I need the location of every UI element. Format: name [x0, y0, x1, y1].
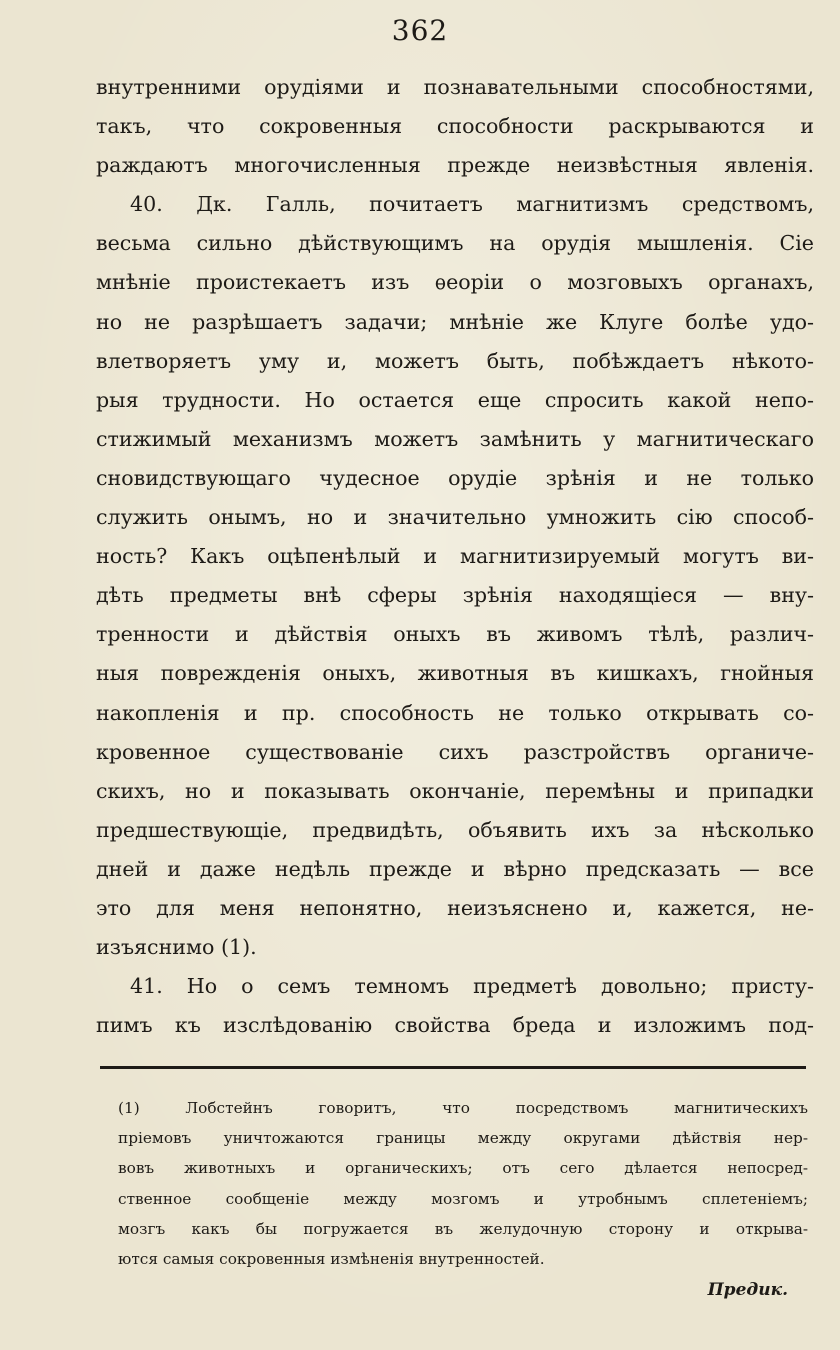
- text-line: изъяснимо (1).: [96, 935, 257, 960]
- text-line: сновидствующаго чудесное орудіе зрѣнія и не только: [96, 465, 814, 490]
- paragraph-41-start: 41. Но о семъ темномъ предметѣ довольно; присту-: [130, 974, 814, 999]
- page-number: 362: [391, 14, 449, 47]
- text-line: кровенное существованіе сихъ разстройствъ органиче-: [96, 739, 814, 764]
- text-line: такъ, что сокровенныя способности раскрываются и: [96, 114, 814, 139]
- paragraph-40-start: 40. Дк. Галль, почитаетъ магнитизмъ средствомъ,: [130, 192, 814, 217]
- footnote-line: вовъ животныхъ и органическихъ; отъ сего дѣлается непосред-: [118, 1159, 808, 1178]
- text-line: весьма сильно дѣйствующимъ на орудія мышленія. Сіе: [96, 231, 814, 256]
- footnote: [118, 1093, 808, 1274]
- text-line: влетворяетъ уму и, можетъ быть, побѣждаетъ нѣкото-: [96, 348, 814, 373]
- text-line: мнѣніе проистекаетъ изъ ѳеоріи о мозговыхъ органахъ,: [96, 270, 814, 295]
- footnote-line: ются самыя сокровенныя измѣненія внутренностей.: [118, 1249, 545, 1268]
- footnote-line: ственное сообщеніе между мозгомъ и утробнымъ сплетеніемъ;: [118, 1189, 808, 1208]
- text-line: дней и даже недѣль прежде и вѣрно предсказать — все: [96, 856, 814, 881]
- body-text: [96, 68, 814, 1045]
- text-line: предшествующіе, предвидѣть, объявить ихъ за нѣсколько: [96, 817, 814, 842]
- text-line: но не разрѣшаетъ задачи; мнѣніе же Клуге болѣе удо-: [96, 309, 814, 334]
- text-line: ныя поврежденія оныхъ, животныя въ кишкахъ, гнойныя: [96, 661, 814, 686]
- footnote-signature: Предик.: [707, 1280, 788, 1300]
- text-line: служить онымъ, но и значительно умножить сію способ-: [96, 505, 814, 530]
- footnote-divider: [100, 1066, 806, 1069]
- text-line: ность? Какъ оцѣпенѣлый и магнитизируемый могутъ ви-: [96, 544, 814, 569]
- footnote-line: пріемовъ уничтожаются границы между округами дѣйствія нер-: [118, 1129, 808, 1148]
- text-line: дѣть предметы внѣ сферы зрѣнія находящіеся — вну-: [96, 583, 814, 608]
- text-line: внутренними орудіями и познавательными способностями,: [96, 75, 814, 99]
- text-line: рыя трудности. Но остается еще спросить какой непо-: [96, 387, 814, 412]
- text-line: накопленія и пр. способность не только открывать со-: [96, 700, 814, 725]
- text-line: пимъ къ изслѣдованію свойства бреда и изложимъ под-: [96, 1013, 814, 1038]
- text-line: скихъ, но и показывать окончаніе, перемѣны и припадки: [96, 778, 814, 803]
- text-line: раждаютъ многочисленныя прежде неизвѣстныя явленія.: [96, 153, 814, 178]
- footnote-line: мозгъ какъ бы погружается въ желудочную сторону и открыва-: [118, 1219, 808, 1238]
- text-line: это для меня непонятно, неизъяснено и, кажется, не-: [96, 895, 814, 920]
- text-line: тренности и дѣйствія оныхъ въ живомъ тѣлѣ, различ-: [96, 622, 814, 647]
- text-line: стижимый механизмъ можетъ замѣнить у магнитическаго: [96, 426, 814, 451]
- footnote-line: (1) Лобстейнъ говоритъ, что посредствомъ магнитическихъ: [118, 1099, 808, 1117]
